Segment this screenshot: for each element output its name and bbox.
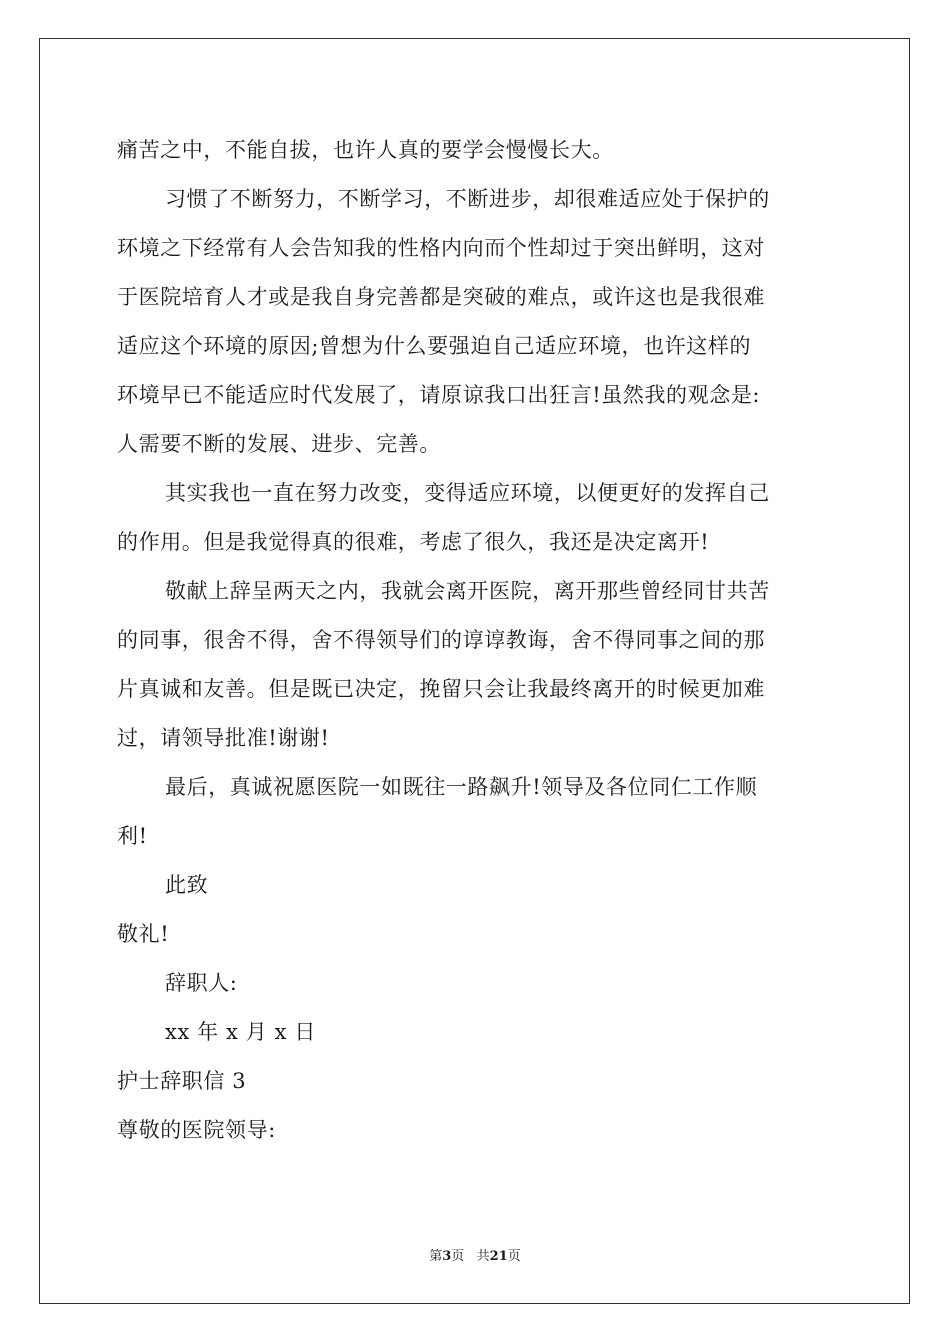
closing-salutation: 此致 — [165, 873, 209, 897]
page-footer — [0, 1247, 950, 1267]
text-line: 适应这个环境的原因;曾想为什么要强迫自己适应环境，也许这样的 — [117, 334, 752, 358]
text-line: 的作用。但是我觉得真的很难，考虑了很久，我还是决定离开! — [117, 530, 710, 554]
signature-label: 辞职人: — [165, 971, 238, 995]
text-line: 环境早已不能适应时代发展了，请原谅我口出狂言!虽然我的观念是: — [117, 383, 761, 407]
current-page-number: 3 — [442, 1249, 452, 1264]
text-line: 最后，真诚祝愿医院一如既往一路飙升!领导及各位同仁工作顺 — [165, 775, 758, 799]
document-body — [117, 126, 837, 1155]
signature-date: xx 年 x 月 x 日 — [165, 1020, 316, 1044]
text-line: 人需要不断的发展、进步、完善。 — [117, 432, 441, 456]
footer-middle: 页 共 — [451, 1249, 490, 1264]
text-line: 习惯了不断努力，不断学习，不断进步，却很难适应处于保护的 — [165, 187, 770, 211]
letter-greeting: 尊敬的医院领导: — [117, 1118, 276, 1142]
text-line: 环境之下经常有人会告知我的性格内向而个性却过于突出鲜明，这对 — [117, 236, 765, 260]
text-line: 片真诚和友善。但是既已决定，挽留只会让我最终离开的时候更加难 — [117, 677, 765, 701]
closing-regards: 敬礼! — [117, 922, 170, 946]
footer-suffix: 页 — [507, 1249, 521, 1264]
text-line: 痛苦之中，不能自拔，也许人真的要学会慢慢长大。 — [117, 138, 614, 162]
text-line: 于医院培育人才或是我自身完善都是突破的难点，或许这也是我很难 — [117, 285, 765, 309]
text-line: 过，请领导批准!谢谢! — [117, 726, 330, 750]
footer-prefix: 第 — [429, 1249, 443, 1264]
section-title: 护士辞职信 3 — [117, 1069, 247, 1093]
total-pages-number: 21 — [489, 1249, 508, 1264]
text-line: 其实我也一直在努力改变，变得适应环境，以便更好的发挥自己 — [165, 481, 770, 505]
text-line: 的同事，很舍不得，舍不得领导们的谆谆教诲，舍不得同事之间的那 — [117, 628, 765, 652]
text-line: 利! — [117, 824, 148, 848]
text-line: 敬献上辞呈两天之内，我就会离开医院，离开那些曾经同甘共苦 — [165, 579, 770, 603]
